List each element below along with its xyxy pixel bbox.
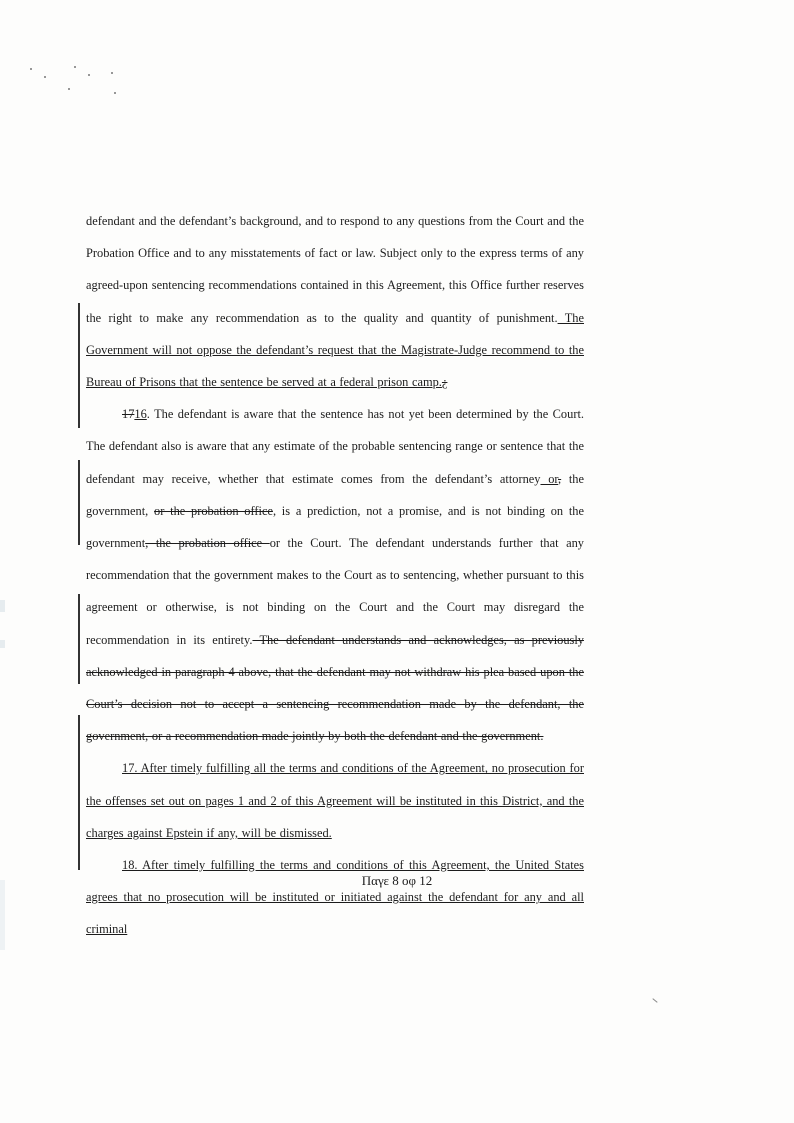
page-number: Παγε 8 οφ 12 [361,873,433,888]
deleted-text: or the probation office [154,503,273,518]
revision-bar [78,303,80,428]
deleted-paragraph-number: 17 [122,407,135,422]
deleted-text: , the probation office [145,536,270,551]
paragraph-text: , is a prediction, not a promise, and is not binding on the government [86,503,585,551]
revision-bar [78,594,80,684]
revision-bar [78,715,80,870]
inserted-text: or [540,471,559,486]
paragraph-text: the government, [86,471,584,518]
deleted-text: ¿ [441,375,448,390]
paragraph-text: or the Court. The defendant understands further that any recommendation that the government makes to the Court as to sentencing, whether pursuant to this agreement or otherwise, is not binding on the Court and the Court may disregard the recommendation in its entirety. [86,536,584,647]
inserted-paragraph-number: 16 [134,407,147,422]
scan-specks [26,62,136,102]
deleted-text: The defendant understands and acknowledges, as previously acknowledged in paragraph 4 above, that the defendant may not withdraw his plea based upon the Court’s decision not to accept a sentencing recommendation made by the defendant, the government, or a recommendation made jointly by both the defendant and the government. [86,632,584,744]
scan-edge-mark [0,880,5,950]
inserted-text: 17. After timely fulfilling all the terms and conditions of the Agreement, no prosecution for the offenses set out on pages 1 and 2 of this Agreement will be instituted in this District, and the charges against Epstein if any, will be dismissed. [86,761,584,840]
paragraph-text: The defendant is aware that the sentence has not yet been determined by the Court. The defendant also is aware that any estimate of the probable sentencing range or sentence that the defendant may receive, whether that estimate comes from the defendant’s attorney [86,407,584,486]
agreement-body [86,205,584,946]
paragraph-text: defendant and the defendant’s background, and to respond to any questions from the Court and the Probation Office and to any misstatements of fact or law. Subject only to the express terms of any agreed-upon sentencing recommendations contained in this Agreement, this Office further reserves the right to make any recommendation as to the quality and quantity of punishment. [86,214,584,325]
paragraph-17 [86,752,584,849]
scan-mark [652,998,657,1003]
paragraph-16 [86,398,584,752]
revision-bar [78,460,80,545]
paragraph-number-suffix: . [146,407,150,422]
scan-edge-mark [0,600,5,612]
deleted-text: , [558,471,562,486]
paragraph-18 [86,849,584,946]
inserted-text: The Government will not oppose the defendant’s request that the Magistrate-Judge recommend to the Bureau of Prisons that the sentence be served at a federal prison camp. [86,310,584,390]
inserted-text: 18. After timely fulfilling the terms and conditions of this Agreement, the United States agrees that no prosecution will be instituted or initiated against the defendant for any and all criminal [86,858,584,937]
paragraph-continuation [86,205,584,398]
scan-edge-mark [0,640,5,648]
